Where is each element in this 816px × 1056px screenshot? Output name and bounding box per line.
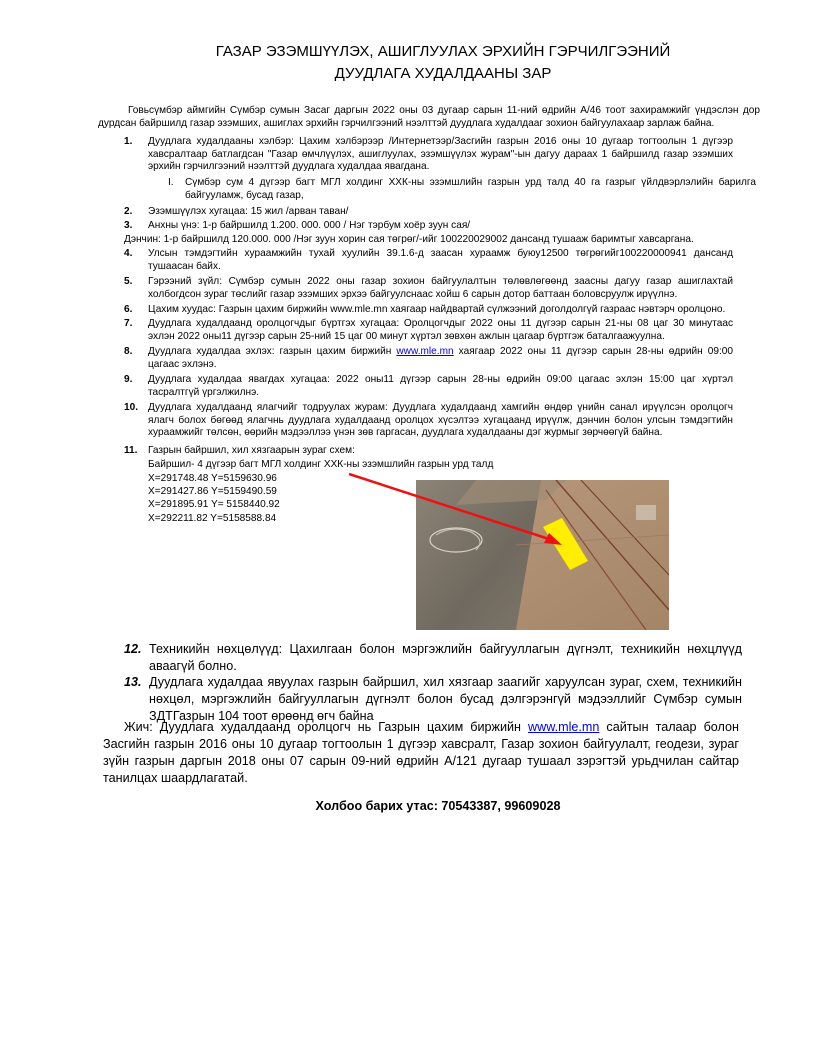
item-number: 1.	[124, 136, 133, 147]
item-text: Дуудлага худалдааны хэлбэр: Цахим хэлбэрээр /Интернетээр/Засгийн газрын 2016 оны 10 дугаар тогтоолын 1 дүгээр хавсралтаар батлагдсан "Газар өмчлүүлэх, ашиглуулах, эзэмшүүлэх журам"-ын дагуу дараах 1 байршилд газар эзэмших эрхийн гэрчилгээний нээлттэй дуудлага худалдаа явагдана.	[148, 136, 733, 173]
item-text: Эзэмшүүлэх хугацаа: 15 жил /арван таван/	[148, 206, 349, 217]
subitem-number: I.	[168, 177, 174, 188]
contact-phone: Холбоо барих утас: 70543387, 99609028	[315, 799, 561, 813]
mle-link-note[interactable]: www.mle.mn	[528, 720, 600, 734]
subitem-text: Сүмбэр сум 4 дүгээр багт МГЛ холдинг ХХК-ны эзэмшлийн газрын урд талд 40 га газрыг үйлдвэрлэлийн барилга байгууламж, бусад газар,	[185, 177, 756, 201]
deposit-line: Дэнчин: 1-р байршилд 120.000. 000 /Нэг зуун хорин сая төгрөг/-ийг 100220029002 дансанд тушааж баримтыг хавсаргана.	[124, 234, 694, 245]
item-number: 3.	[124, 220, 133, 231]
mle-link[interactable]: www.mle.mn	[396, 346, 454, 357]
item-text-before: Дуудлага худалдаа эхлэх: газрын цахим биржийн	[148, 346, 397, 357]
item-number: 10.	[124, 402, 139, 413]
item-number: 8.	[124, 346, 133, 357]
item-text: Гэрээний зүйл: Сүмбэр сумын 2022 оны газар зохион байгуулалтын төлөвлөгөөнд заасны дагуу газар ашиглахтай холбогдсон зураг төслийг газар эзэмших эрхээ байгуулснаас хойш 6 сарын дотор баттаан боловсруулж ирүүлнэ.	[148, 276, 733, 300]
coordinate-2: X=291427.86 Y=5159490.59	[148, 486, 277, 498]
note-text-after: сайтын талаар болон Засгийн газрын 2016 оны 10 дугаар тогтоолын 1 дүгээр хавсралт, Газар зохион байгуулалт, геодези, зураг зүйн газрын даргын 2018 оны 07 сарын 09-ний өдрийн А/121 дугаар тушаал зэрэгтэй урьдчилан сайтар танилцах шаардлагатай.	[103, 720, 739, 785]
item-text: Улсын тэмдэгтийн хураамжийн тухай хуулийн 39.1.6-д заасан хураамж буюу12500 төгрөгийг100220000941 дансанд тушаасан байх.	[148, 248, 733, 272]
item-text-after: хаягаар 2022 оны 11 дүгээр сарын 28-ны өдрийн 09:00 цагаас эхлэнэ.	[148, 346, 733, 370]
item-number: 4.	[124, 248, 133, 259]
doc-title-line1: ГАЗАР ЭЗЭМШҮҮЛЭХ, АШИГЛУУЛАХ ЭРХИЙН ГЭРЧИЛГЭЭНИЙ	[215, 43, 671, 60]
item-text	[148, 346, 733, 371]
item-text: Анхны үнэ: 1-р байршилд 1.200. 000. 000 / Нэг тэрбум хоёр зуун сая/	[148, 220, 471, 231]
item-text: Газрын байршил, хил хязгаарын зураг схем:	[148, 445, 355, 456]
item-text: Дуудлага худалдаанд ялагчийг тодруулах журам: Дуудлага худалдаанд хамгийн өндөр үнийн санал ирүүлсэн оролцогч ялагч болох бөгөөд ялагчнь дуудлага худалдаанд оролцох хүсэлтээ хугацаанд ирүүлж, дэнчин болон улсын тэмдэгтийн хураамжийг төлсөн, өөрийн мэдээллээ үнэн зөв гаргасан, дуудлага худалдааны дэг журмыг зөрчөөгүй байна.	[148, 402, 733, 439]
item-number: 6.	[124, 304, 133, 315]
item-number: 13.	[124, 675, 142, 689]
item-number: 2.	[124, 206, 133, 217]
intro-paragraph: Говьсүмбэр аймгийн Сүмбэр сумын Засаг даргын 2022 оны 03 дугаар сарын 11-ний өдрийн А/46 тоот захирамжийг үндэслэн дор дурдсан байршилд газар эзэмших, ашиглах эрхийн гэрчилгээний нээлттэй дуудлага худалдааг зохион байгуулахаар зарлаж байна.	[98, 105, 760, 129]
item-text: Дуудлага худалдаа явуулах газрын байршил, хил хязгаар заагийг харуулсан зураг, схем, техникийн нөхцөл, мэргэжлийн байгууллагын дүгнэлт болон бусад дэлгэрэнгүй мэдээллийг Сүмбэр сумын ЗДТГазрын 104 тоот өрөөнд өгч байна	[149, 675, 742, 723]
doc-title-line2: ДУУДЛАГА ХУДАЛДААНЫ ЗАР	[334, 65, 552, 82]
note-paragraph	[103, 719, 739, 787]
item-text: Техникийн нөхцөлүүд: Цахилгаан болон мэргэжлийн байгууллагын дүгнэлт, техникийн нөхцлүүд аваагүй болно.	[149, 642, 742, 673]
item-number: 7.	[124, 318, 133, 329]
coordinate-3: X=291895.91 Y= 5158440.92	[148, 499, 280, 511]
item-number: 12.	[124, 642, 142, 656]
item-number: 9.	[124, 374, 133, 385]
item-text: Дуудлага худалдаанд оролцогчдыг бүртгэх хугацаа: Оролцогчдыг 2022 оны 11 дүгээр сарын 21-ны 08 цаг 30 минутаас эхлэн 2022 оны11 дүгээр сарын 25-ний 15 цаг 00 минут хүртэл зөвхөн ажлын цагаар бүртгэж баталгаажуулна.	[148, 318, 733, 342]
item-text: Цахим хуудас: Газрын цахим биржийн www.mle.mn хаягаар найдвартай сүлжээний доголдолгүй газраас нэвтэрч оролцоно.	[148, 304, 726, 315]
satellite-image	[416, 480, 669, 630]
item-number: 11.	[124, 445, 138, 456]
location-line: Байршил- 4 дүгээр багт МГЛ холдинг ХХК-ны эзэмшлийн газрын урд талд	[148, 459, 494, 470]
coordinate-1: X=291748.48 Y=5159630.96	[148, 473, 277, 484]
item-number: 5.	[124, 276, 133, 287]
note-text-before: Жич: Дуудлага худалдаанд оролцогч нь Газрын цахим биржийн	[124, 720, 529, 734]
coordinates-list	[148, 472, 280, 525]
item-text: Дуудлага худалдаа явагдах хугацаа: 2022 оны11 дүгээр сарын 28-ны өдрийн 09:00 цагаас эхлэн 15:00 цаг хүртэл тасралтгүй үргэлжилнэ.	[148, 374, 733, 398]
coordinate-4: X=292211.82 Y=5158588.84	[148, 512, 277, 524]
